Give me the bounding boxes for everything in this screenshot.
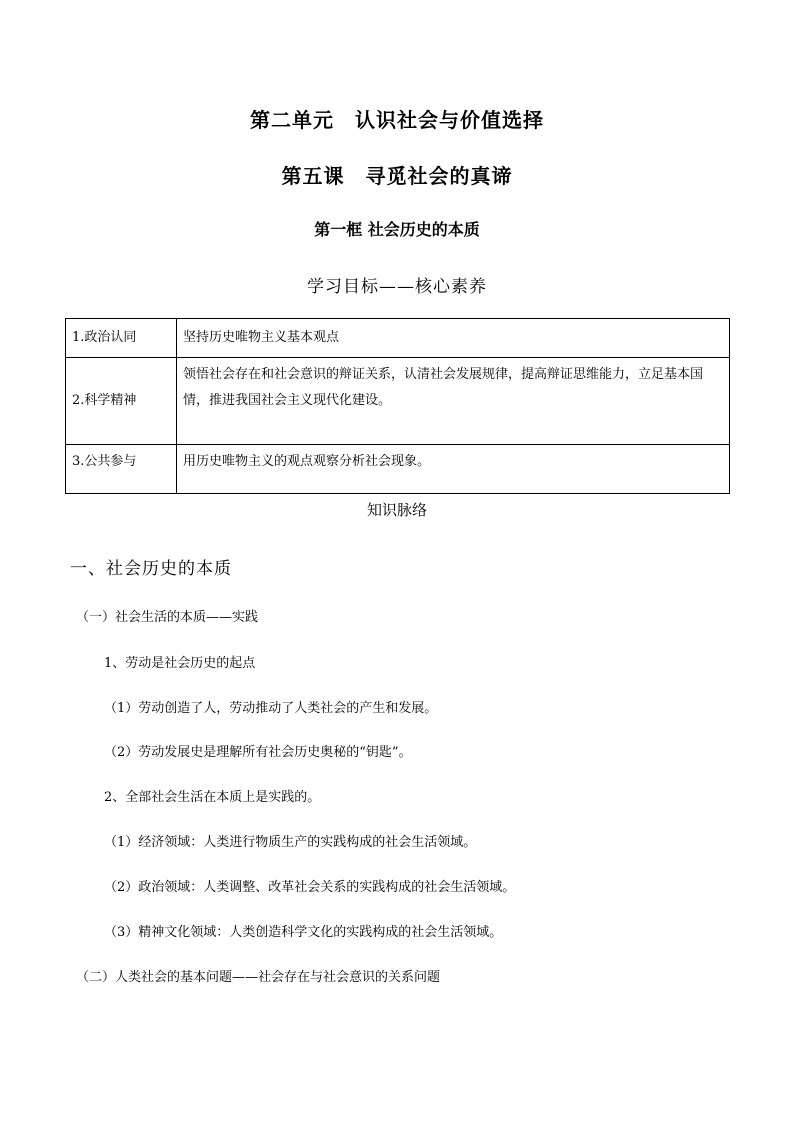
subsection-heading: （二）人类社会的基本问题——社会存在与社会意识的关系问题 bbox=[76, 970, 441, 985]
goal-text: 坚持历史唯物主义基本观点 bbox=[177, 319, 730, 358]
lesson-title: 第五课 寻觅社会的真谛 bbox=[281, 164, 513, 188]
goal-label: 2.科学精神 bbox=[66, 358, 177, 445]
goal-text: 用历史唯物主义的观点观察分析社会现象。 bbox=[177, 445, 730, 494]
list-item: （1）经济领域：人类进行物质生产的实践构成的社会生活领域。 bbox=[104, 835, 477, 850]
goals-heading: 学习目标——核心素养 bbox=[307, 277, 487, 297]
list-item: （2）政治领域：人类调整、改革社会关系的实践构成的社会生活领域。 bbox=[104, 880, 516, 895]
list-item: （2）劳动发展史是理解所有社会历史奥秘的“钥匙”。 bbox=[104, 745, 412, 760]
list-item: （3）精神文化领域：人类创造科学文化的实践构成的社会生活领域。 bbox=[104, 925, 503, 940]
goals-table bbox=[65, 318, 730, 494]
goal-label: 3.公共参与 bbox=[66, 445, 177, 494]
goal-label: 1.政治认同 bbox=[66, 319, 177, 358]
table-row bbox=[66, 445, 730, 494]
unit-title: 第二单元 认识社会与价值选择 bbox=[250, 108, 544, 132]
subsection-heading: （一）社会生活的本质——实践 bbox=[76, 610, 259, 625]
list-item: 1、劳动是社会历史的起点 bbox=[104, 656, 256, 671]
table-row bbox=[66, 358, 730, 445]
list-item: 2、全部社会生活在本质上是实践的。 bbox=[104, 790, 321, 805]
frame-title: 第一框 社会历史的本质 bbox=[314, 220, 480, 239]
table-row bbox=[66, 319, 730, 358]
section-title: 一、社会历史的本质 bbox=[70, 559, 232, 579]
list-item: （1）劳动创造了人，劳动推动了人类社会的产生和发展。 bbox=[104, 701, 438, 716]
goal-text: 领悟社会存在和社会意识的辩证关系，认清社会发展规律，提高辩证思维能力，立足基本国情，推进我国社会主义现代化建设。 bbox=[177, 358, 730, 445]
outline-heading: 知识脉络 bbox=[366, 501, 427, 519]
